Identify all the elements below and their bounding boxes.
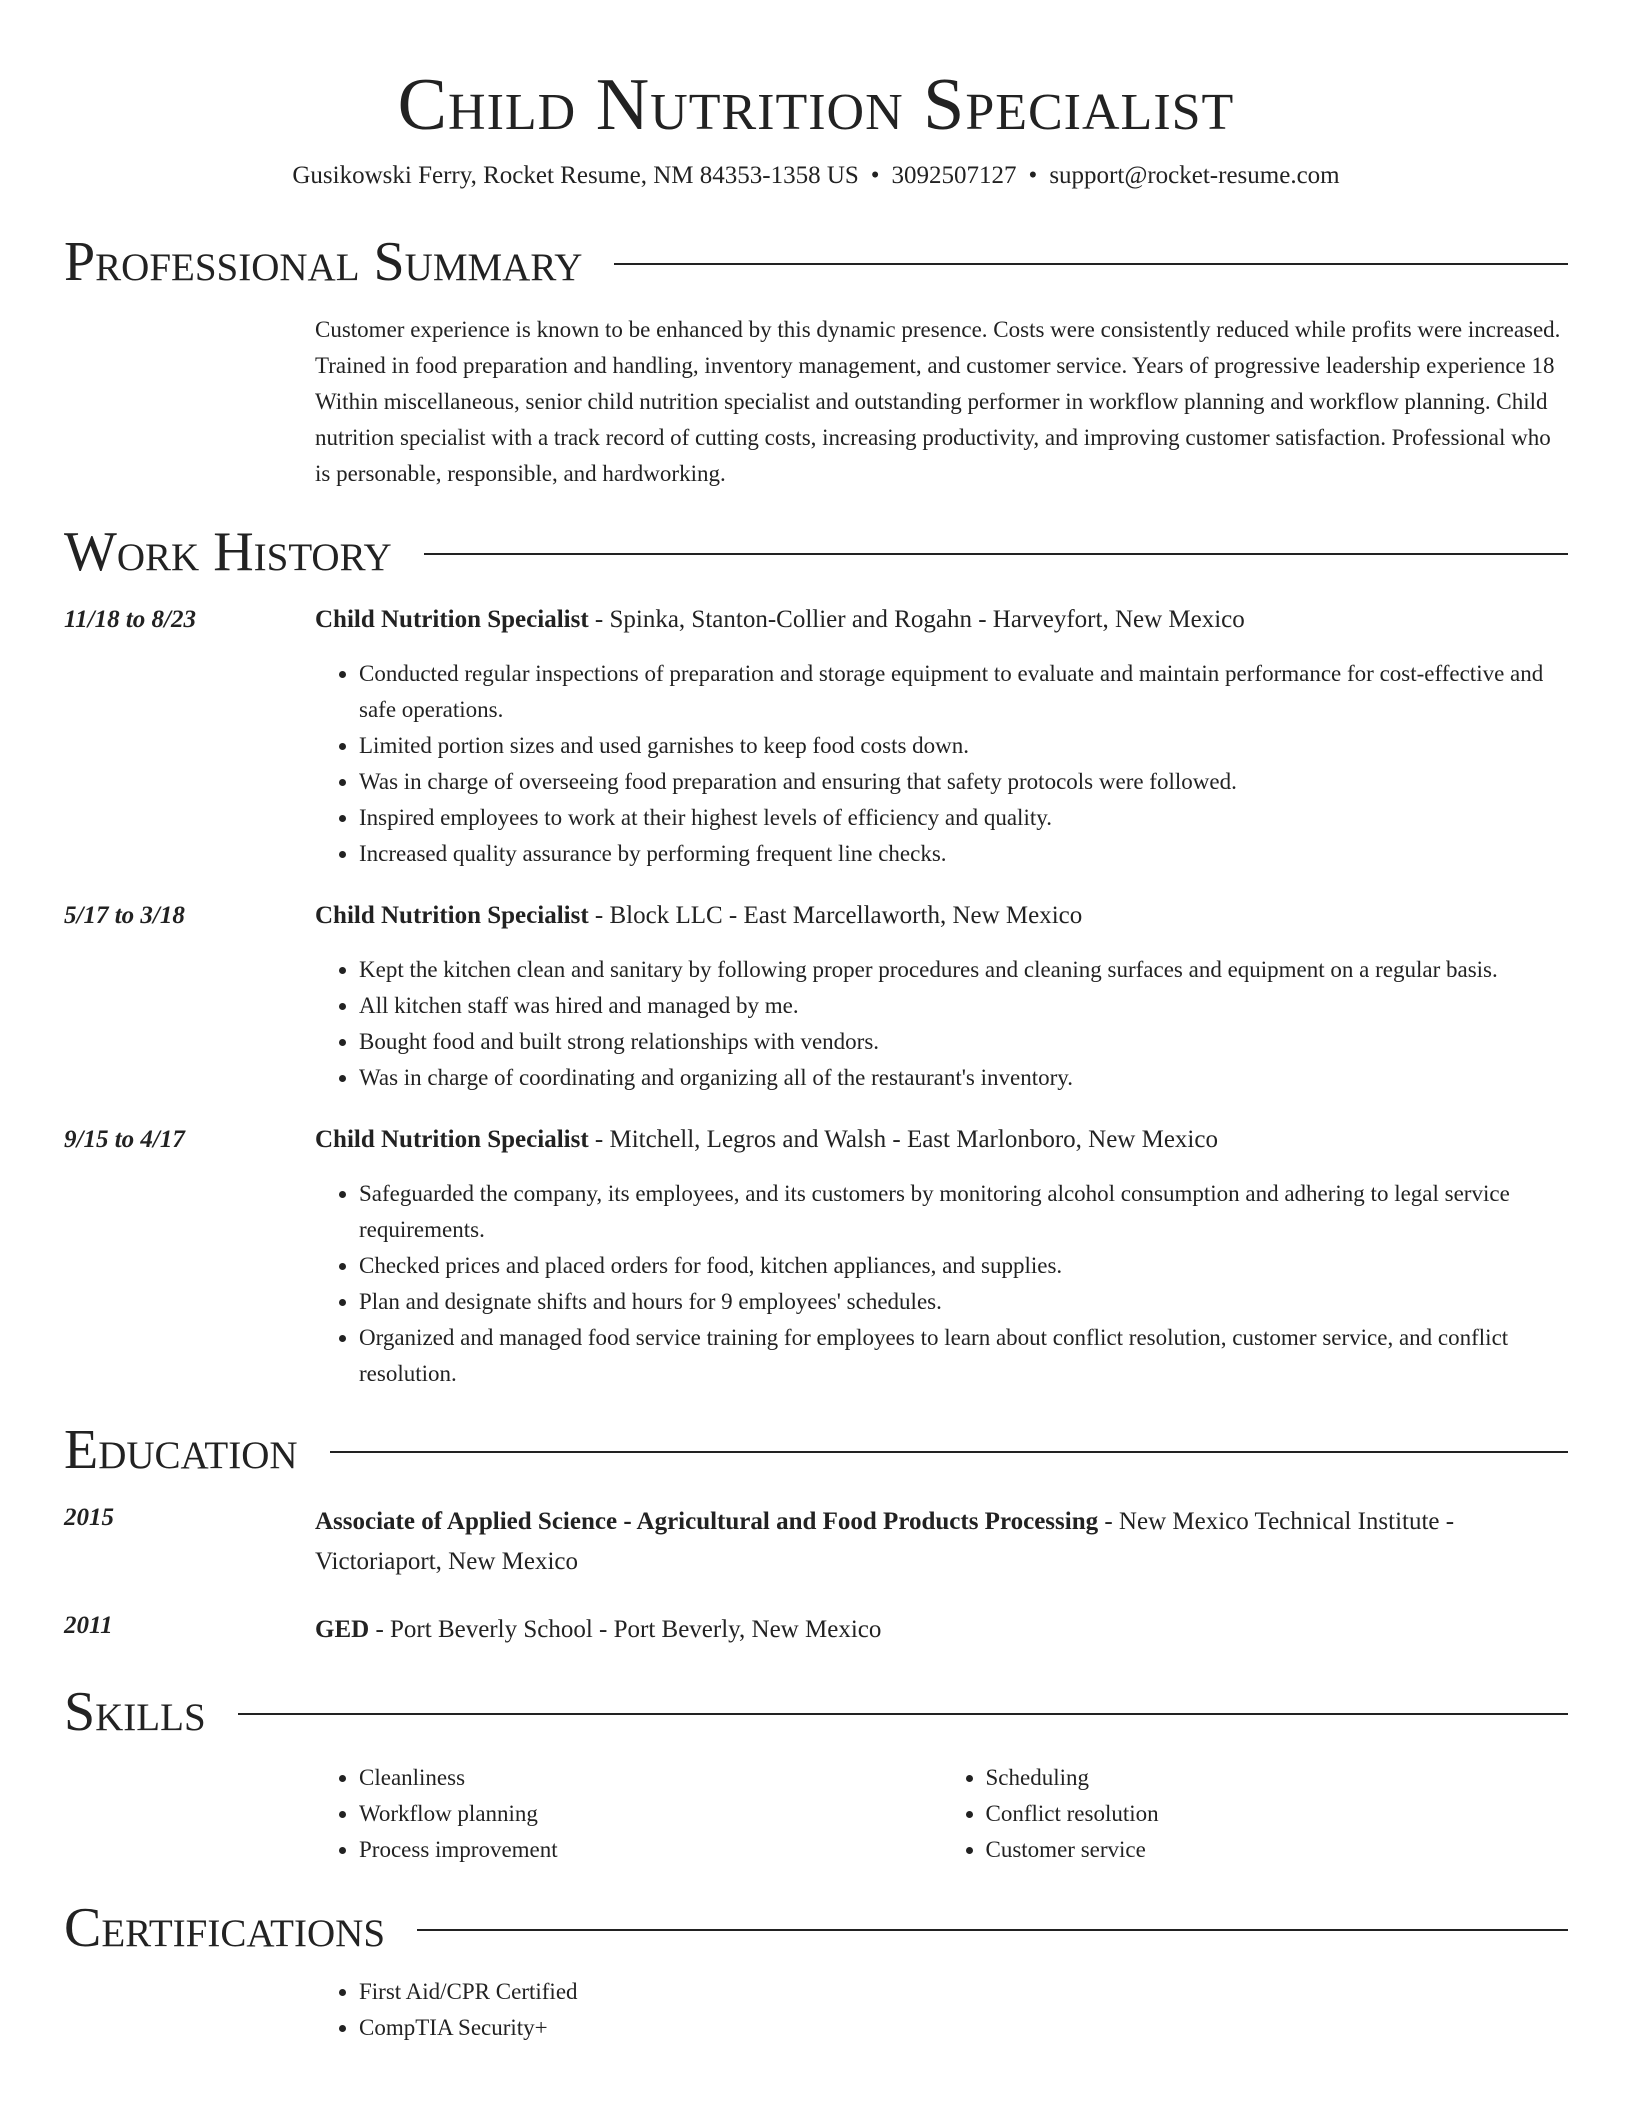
job-title: Child Nutrition Specialist bbox=[315, 606, 589, 633]
certification-item: • First Aid/CPR Certified bbox=[359, 1974, 1568, 2010]
education-degree: Associate of Applied Science - Agricultural and Food Products Processing bbox=[315, 1508, 1099, 1535]
summary-gutter bbox=[64, 312, 315, 492]
job-bullet: • Was in charge of overseeing food preparation and ensuring that safety protocols were followed. bbox=[359, 764, 1568, 800]
education-list bbox=[64, 1502, 1568, 1650]
job-entry bbox=[64, 900, 1568, 1096]
summary-text: Customer experience is known to be enhanced by this dynamic presence. Costs were consistently reduced while profits were increased. Trained in food preparation and handling, inventory management, and customer service. Years of progressive leadership experience 18 Within miscellaneous, senior child nutrition specialist and outstanding performer in workflow planning and workflow planning. Child nutrition specialist with a track record of cutting costs, increasing productivity, and improving customer satisfaction. Professional who is personable, responsible, and hardworking. bbox=[315, 317, 1561, 486]
section-divider bbox=[424, 553, 1568, 555]
section-divider bbox=[330, 1451, 1568, 1453]
certifications-gutter bbox=[64, 1958, 315, 2046]
education-entry bbox=[64, 1502, 1568, 1582]
education-entry bbox=[64, 1610, 1568, 1650]
skill-item: • Workflow planning bbox=[359, 1796, 942, 1832]
job-bullet: • Kept the kitchen clean and sanitary by following proper procedures and cleaning surfaces and equipment on a regular basis. bbox=[359, 952, 1568, 988]
skills-columns bbox=[315, 1760, 1568, 1868]
job-bullet: • Organized and managed food service training for employees to learn about conflict resolution, customer service, and conflict resolution. bbox=[359, 1320, 1568, 1392]
work-heading: Work History bbox=[64, 521, 392, 583]
skill-item: • Conflict resolution bbox=[986, 1796, 1569, 1832]
job-details: - Block LLC - East Marcellaworth, New Mexico bbox=[588, 902, 1083, 929]
summary-heading: Professional Summary bbox=[64, 231, 583, 293]
job-bullet: • Was in charge of coordinating and organizing all of the restaurant's inventory. bbox=[359, 1060, 1568, 1096]
skills-heading: Skills bbox=[64, 1681, 206, 1743]
skills-gutter bbox=[64, 1742, 315, 1868]
summary-section-header bbox=[64, 232, 1568, 292]
job-bullets bbox=[315, 952, 1568, 1096]
skill-item: • Scheduling bbox=[986, 1760, 1569, 1796]
education-degree: GED bbox=[315, 1616, 370, 1643]
job-bullet: • Checked prices and placed orders for food, kitchen appliances, and supplies. bbox=[359, 1248, 1568, 1284]
summary-row bbox=[64, 312, 1568, 492]
contact-separator: • bbox=[870, 162, 880, 189]
job-bullet: • All kitchen staff was hired and managed by me. bbox=[359, 988, 1568, 1024]
education-details: - Port Beverly School - Port Beverly, New Mexico bbox=[369, 1616, 882, 1643]
contact-separator: • bbox=[1028, 162, 1038, 189]
job-bullets bbox=[315, 1176, 1568, 1392]
skills-section-header bbox=[64, 1682, 1568, 1742]
certifications-heading: Certifications bbox=[64, 1897, 386, 1959]
education-year: 2015 bbox=[64, 1504, 114, 1531]
job-bullet: • Increased quality assurance by performing frequent line checks. bbox=[359, 836, 1568, 872]
certifications-row bbox=[64, 1958, 1568, 2046]
contact-phone: 3092507127 bbox=[891, 162, 1017, 189]
education-section-header bbox=[64, 1420, 1568, 1480]
education-year: 2011 bbox=[64, 1612, 113, 1639]
job-dates: 5/17 to 3/18 bbox=[64, 902, 185, 929]
job-heading bbox=[315, 604, 1568, 636]
education-details: - New Mexico Technical Institute - Victoriaport, New Mexico bbox=[315, 1508, 1455, 1575]
job-title: Child Nutrition Specialist bbox=[315, 1126, 589, 1153]
job-bullet: • Conducted regular inspections of preparation and storage equipment to evaluate and maintain performance for cost-effective and safe operations. bbox=[359, 656, 1568, 728]
contact-address: Gusikowski Ferry, Rocket Resume, NM 84353-1358 US bbox=[292, 162, 859, 189]
job-dates: 11/18 to 8/23 bbox=[64, 606, 196, 633]
work-section-header bbox=[64, 522, 1568, 582]
candidate-name: Child Nutrition Specialist bbox=[397, 64, 1235, 146]
certification-item: • CompTIA Security+ bbox=[359, 2010, 1568, 2046]
job-entry bbox=[64, 604, 1568, 872]
job-bullets bbox=[315, 656, 1568, 872]
skills-row bbox=[64, 1742, 1568, 1868]
skill-item: • Customer service bbox=[986, 1832, 1569, 1868]
contact-line bbox=[64, 160, 1568, 192]
section-divider bbox=[238, 1713, 1568, 1715]
job-heading bbox=[315, 1124, 1568, 1156]
job-title: Child Nutrition Specialist bbox=[315, 902, 589, 929]
certifications-list bbox=[315, 1974, 1568, 2046]
skill-item: • Cleanliness bbox=[359, 1760, 942, 1796]
job-dates: 9/15 to 4/17 bbox=[64, 1126, 185, 1153]
job-bullet: • Bought food and built strong relationships with vendors. bbox=[359, 1024, 1568, 1060]
job-bullet: • Inspired employees to work at their highest levels of efficiency and quality. bbox=[359, 800, 1568, 836]
job-bullet: • Limited portion sizes and used garnishes to keep food costs down. bbox=[359, 728, 1568, 764]
contact-email: support@rocket-resume.com bbox=[1049, 162, 1340, 189]
section-divider bbox=[417, 1929, 1568, 1931]
certifications-section-header bbox=[64, 1898, 1568, 1958]
job-heading bbox=[315, 900, 1568, 932]
job-details: - Spinka, Stanton-Collier and Rogahn - Harveyfort, New Mexico bbox=[588, 606, 1245, 633]
education-heading: Education bbox=[64, 1419, 298, 1481]
job-bullet: • Safeguarded the company, its employees, and its customers by monitoring alcohol consumption and adhering to legal service requirements. bbox=[359, 1176, 1568, 1248]
section-divider bbox=[614, 263, 1568, 265]
job-bullet: • Plan and designate shifts and hours for 9 employees' schedules. bbox=[359, 1284, 1568, 1320]
job-entry bbox=[64, 1124, 1568, 1392]
skills-list-right bbox=[942, 1760, 1569, 1868]
skills-list-left bbox=[315, 1760, 942, 1868]
work-list bbox=[64, 604, 1568, 1392]
job-details: - Mitchell, Legros and Walsh - East Marlonboro, New Mexico bbox=[588, 1126, 1218, 1153]
skill-item: • Process improvement bbox=[359, 1832, 942, 1868]
